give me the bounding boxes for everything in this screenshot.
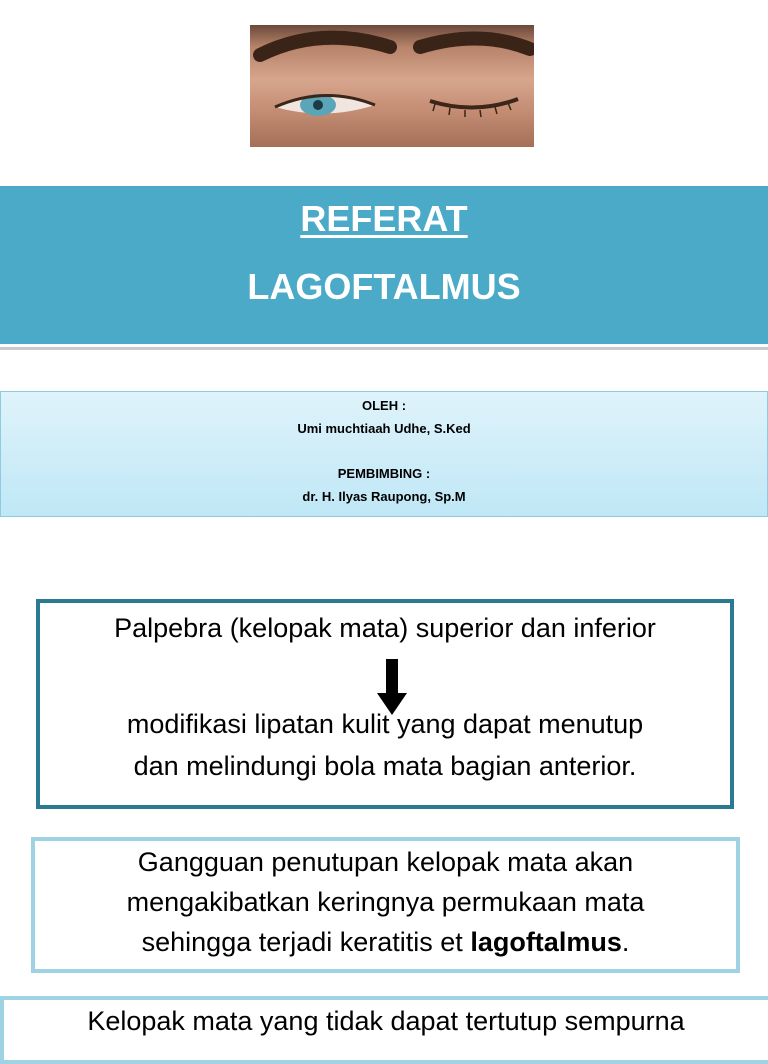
definition-box — [36, 599, 734, 809]
definition-line-1: Palpebra (kelopak mata) superior dan inferior — [114, 613, 656, 643]
consequence-line-1: Gangguan penutupan kelopak mata akan — [137, 847, 634, 877]
topic-title: LAGOFTALMUS — [247, 266, 521, 307]
author-name: Umi muchtiaah Udhe, S.Ked — [297, 421, 471, 436]
continuation-box — [0, 996, 768, 1064]
by-label: OLEH : — [361, 398, 407, 413]
down-arrow-icon — [377, 659, 407, 715]
author-info-box — [0, 391, 768, 517]
consequence-line-3: sehingga terjadi keratitis et lagoftalmus. — [141, 927, 630, 957]
continuation-line-1: Kelopak mata yang tidak dapat tertutup sempurna — [87, 1006, 685, 1036]
eye-photo-icon — [250, 25, 534, 147]
advisor-label: PEMBIMBING : — [337, 466, 431, 481]
definition-line-2: modifikasi lipatan kulit yang dapat menutup — [126, 709, 644, 739]
title-banner — [0, 186, 768, 347]
page-title: REFERAT — [300, 198, 468, 239]
eye-photo — [250, 25, 534, 147]
consequence-line-2: mengakibatkan keringnya permukaan mata — [126, 887, 645, 917]
consequence-box — [31, 837, 740, 973]
highlight-term: lagoftalmus — [470, 927, 622, 957]
advisor-name: dr. H. Ilyas Raupong, Sp.M — [302, 489, 466, 504]
definition-line-3: dan melindungi bola mata bagian anterior. — [133, 751, 637, 781]
